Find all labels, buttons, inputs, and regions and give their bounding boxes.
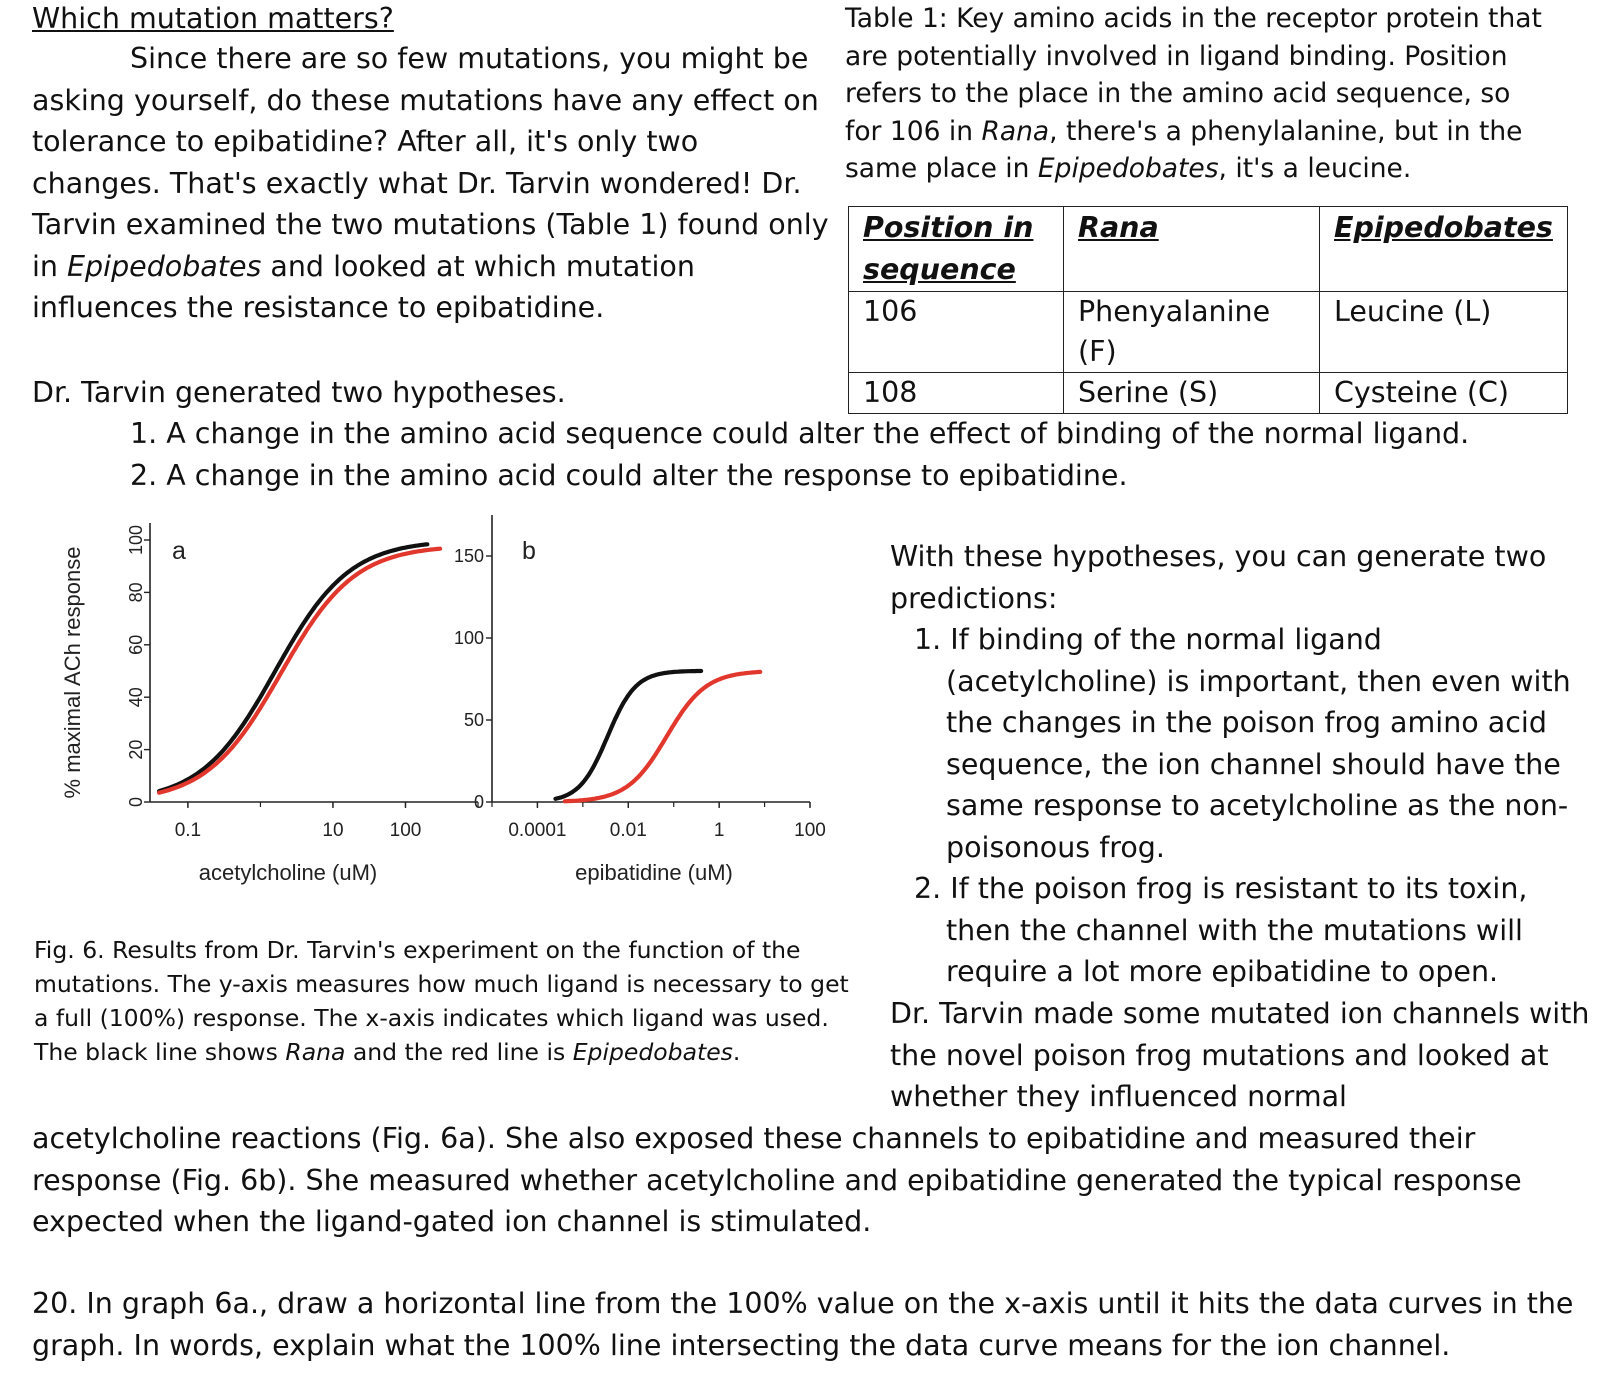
series-line-epipedobates bbox=[565, 672, 760, 801]
table-caption-text-2: , there's a phenylalanine, but in the same place in bbox=[845, 115, 1523, 184]
figure-caption-text-1: Fig. 6. Results from Dr. Tarvin's experiment on the function of the mutations. The y-axis measures how much ligand is necessary to get a full (100%) response. The x-axis indicates which ligand was used. The black line shows bbox=[34, 936, 849, 1066]
panel-a bbox=[60, 523, 478, 885]
y-tick-label: 80 bbox=[126, 582, 146, 603]
y-tick-label: 40 bbox=[126, 687, 146, 708]
intro-text: Since there are so few mutations, you might be asking yourself, do these mutations have any effect on tolerance to epibatidine? After all, it's only two changes. That's exactly what Dr. Tarvin wondered! Dr. Tarvin examined the two mutations (Table 1) found only in bbox=[32, 42, 829, 283]
table-caption-genus-1: Rana bbox=[981, 115, 1050, 147]
prediction-item: 2. If the poison frog is resistant to its toxin, then the channel with the mutations will require a lot more epibatidine to open. bbox=[914, 872, 1528, 988]
table-cell: Cysteine (C) bbox=[1320, 373, 1568, 414]
figure-6-plots bbox=[32, 515, 852, 915]
table-caption-text-3: , it's a leucine. bbox=[1218, 153, 1412, 184]
y-tick-label: 100 bbox=[126, 524, 146, 556]
y-tick-label: 50 bbox=[463, 710, 484, 730]
predictions-intro: With these hypotheses, you can generate two predictions: bbox=[890, 540, 1547, 615]
table-row bbox=[849, 292, 1568, 373]
y-tick-label: 60 bbox=[126, 634, 146, 655]
intro-genus: Epipedobates bbox=[67, 249, 262, 283]
figure-caption-text-2: and the red line is bbox=[345, 1038, 573, 1066]
section-heading: Which mutation matters? bbox=[32, 2, 394, 35]
x-tick-label: 0.0001 bbox=[508, 820, 567, 841]
x-tick-label: 1 bbox=[713, 820, 725, 841]
intro-text-end: and looked at which mutation influences the resistance to epibatidine. bbox=[32, 249, 695, 324]
table-caption-genus-2: Epipedobates bbox=[1037, 153, 1219, 184]
experiment-paragraph-start: Dr. Tarvin made some mutated ion channels with the novel poison frog mutations and looked at whether they influenced normal bbox=[890, 997, 1590, 1113]
y-axis-title: % maximal ACh response bbox=[60, 546, 85, 799]
y-tick-label: 0 bbox=[473, 792, 484, 812]
experiment-paragraph-continued: acetylcholine reactions (Fig. 6a). She also exposed these channels to epibatidine and measured their response (Fig. 6b). She measured whether acetylcholine and epibatidine generated the typical response expected when the ligand-gated ion channel is stimulated. bbox=[32, 1122, 1522, 1238]
table-cell: Phenyalanine (F) bbox=[1064, 292, 1320, 373]
x-axis-title: acetylcholine (uM) bbox=[198, 860, 378, 885]
figure-caption-genus-2: Epipedobates bbox=[572, 1038, 733, 1066]
y-tick-label: 150 bbox=[453, 546, 484, 566]
series-line-rana bbox=[556, 671, 702, 799]
y-tick-label: 20 bbox=[126, 739, 146, 760]
x-tick-label: 100 bbox=[389, 820, 422, 841]
x-tick-label: 0.1 bbox=[174, 820, 202, 841]
series-line-epipedobates bbox=[159, 549, 440, 793]
header-rana: Rana bbox=[1064, 207, 1320, 292]
x-tick-label: 0.01 bbox=[609, 820, 647, 841]
figure-caption-text-3: . bbox=[732, 1038, 741, 1066]
header-epipedobates: Epipedobates bbox=[1320, 207, 1568, 292]
table-header-row bbox=[849, 207, 1568, 292]
table-row bbox=[849, 373, 1568, 414]
x-axis-title: epibatidine (uM) bbox=[575, 860, 733, 885]
table-cell: Serine (S) bbox=[1064, 373, 1320, 414]
table-caption-text-1: Table 1: Key amino acids in the receptor protein that are potentially involved in ligand binding. Position refers to the place in the amino acid sequence, so for 106 in bbox=[845, 3, 1542, 147]
intro-paragraph bbox=[32, 38, 832, 329]
hypotheses-list bbox=[130, 413, 1469, 496]
hypothesis-item: 1. A change in the amino acid sequence could alter the effect of binding of the normal ligand. bbox=[130, 417, 1470, 450]
table-cell: 108 bbox=[849, 373, 1064, 414]
x-tick-label: 100 bbox=[794, 820, 826, 841]
amino-acid-table bbox=[848, 206, 1568, 414]
header-position: Position in sequence bbox=[849, 207, 1064, 292]
figure-caption-genus-1: Rana bbox=[285, 1038, 346, 1066]
table-cell: 106 bbox=[849, 292, 1064, 373]
series-line-rana bbox=[159, 544, 427, 791]
predictions-block bbox=[890, 536, 1590, 993]
figure-6 bbox=[32, 515, 852, 919]
panel-label: b bbox=[522, 537, 536, 565]
x-tick-label: 10 bbox=[322, 820, 344, 841]
y-tick-label: 0 bbox=[126, 796, 146, 808]
table-caption bbox=[845, 0, 1545, 188]
panel-label: a bbox=[172, 537, 186, 565]
question-20: 20. In graph 6a., draw a horizontal line from the 100% value on the x-axis until it hits the data curves in the graph. In words, explain what the 100% line intersecting the data curve means for the ion channel. bbox=[32, 1287, 1574, 1362]
figure-caption bbox=[34, 933, 849, 1069]
hypotheses-intro: Dr. Tarvin generated two hypotheses. bbox=[32, 376, 566, 409]
panel-b bbox=[454, 515, 826, 885]
y-tick-label: 100 bbox=[453, 628, 484, 648]
prediction-item: 1. If binding of the normal ligand (acetylcholine) is important, then even with the changes in the poison frog amino acid sequence, the ion channel should have the same response to acetylcholine as the non-poisonous frog. bbox=[914, 623, 1571, 864]
hypothesis-item: 2. A change in the amino acid could alter the response to epibatidine. bbox=[130, 458, 1128, 492]
table-cell: Leucine (L) bbox=[1320, 292, 1568, 373]
